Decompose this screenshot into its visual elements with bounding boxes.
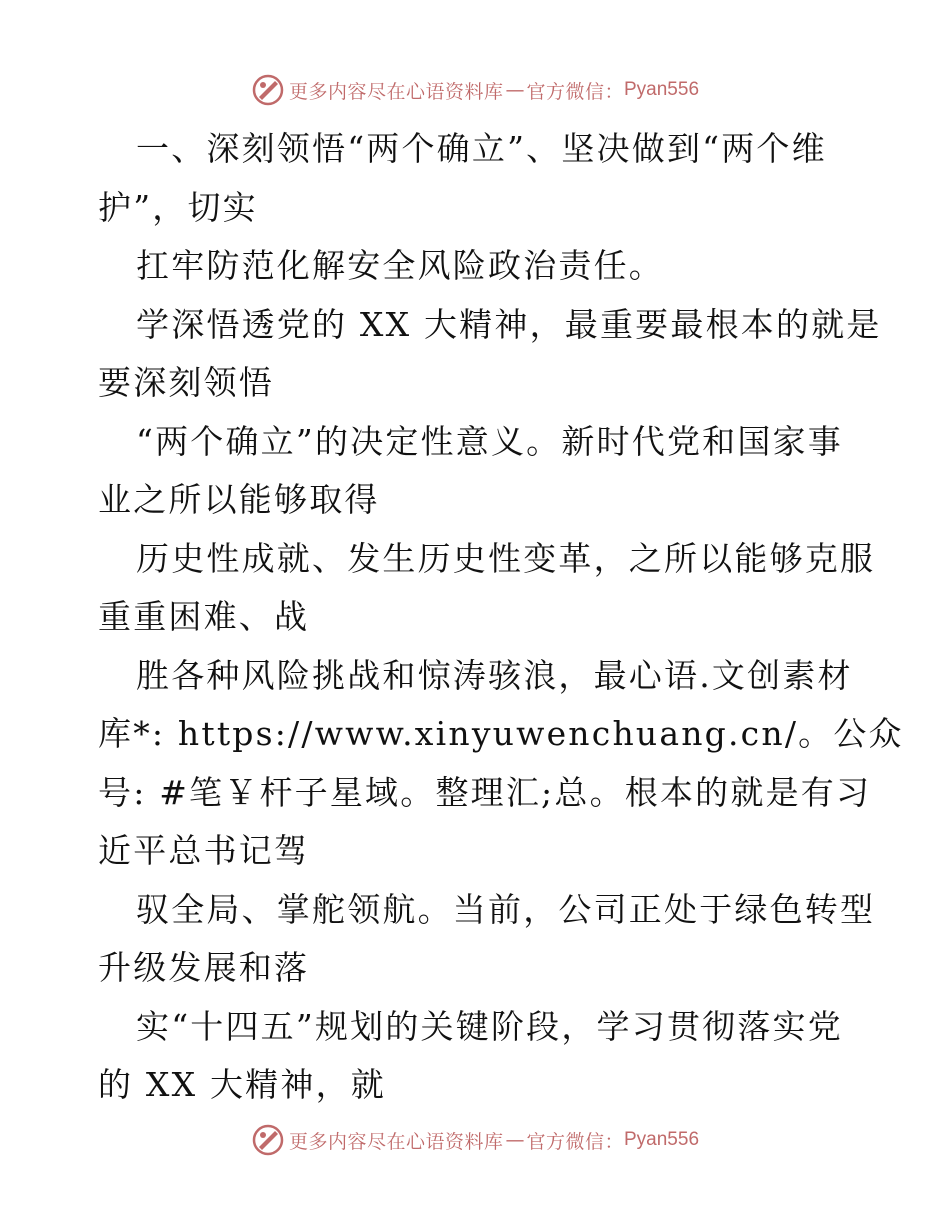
brand-logo-icon — [251, 73, 285, 107]
header-watermark — [0, 70, 950, 110]
text-line: 实“十四五”规划的关键阶段，学习贯彻落实党 — [136, 1006, 843, 1046]
text-line: 胜各种风险挑战和惊涛骇浪，最心语.文创素材 — [136, 655, 853, 695]
text-line: 重重困难、战 — [98, 597, 310, 636]
watermark-text: 更多内容尽在心语资料库 — [288, 80, 504, 103]
text-line: 护”，切实 — [98, 187, 258, 227]
watermark-handle: Pyan556 — [624, 1129, 700, 1150]
watermark-text: 更多内容尽在心语资料库 — [288, 1130, 504, 1153]
text-line: 一、深刻领悟“两个确立”、坚决做到“两个维 — [136, 129, 827, 168]
watermark-handle: Pyan556 — [624, 79, 700, 100]
text-line: 库*: https://www.xinyuwenchuang.cn/。公众 — [98, 714, 904, 753]
text-line: 号: #笔￥杆子星域。整理汇;总。根本的就是有习 — [98, 772, 872, 812]
text-line: 历史性成就、发生历史性变革，之所以能够克服 — [136, 538, 876, 578]
text-line: “两个确立”的决定性意义。新时代党和国家事 — [136, 421, 843, 461]
footer-watermark — [0, 1120, 950, 1160]
text-line: 的 XX 大精神，就 — [98, 1065, 386, 1104]
watermark-official: 官方微信： — [526, 80, 624, 103]
text-line: 近平总书记驾 — [98, 831, 310, 870]
brand-logo-icon — [251, 1123, 285, 1157]
text-line: 扛牢防范化解安全风险政治责任。 — [136, 246, 664, 285]
text-line: 学深悟透党的 XX 大精神，最重要最根本的就是 — [136, 304, 882, 344]
watermark-official: 官方微信： — [526, 1130, 624, 1153]
text-line: 业之所以能够取得 — [98, 480, 380, 519]
text-line: 升级发展和落 — [98, 948, 310, 987]
text-line: 驭全局、掌舵领航。当前，公司正处于绿色转型 — [136, 889, 876, 929]
text-line: 要深刻领悟 — [98, 363, 274, 402]
watermark-dash: — — [505, 1129, 525, 1151]
document-body — [98, 120, 904, 1115]
watermark-dash: — — [505, 79, 525, 101]
